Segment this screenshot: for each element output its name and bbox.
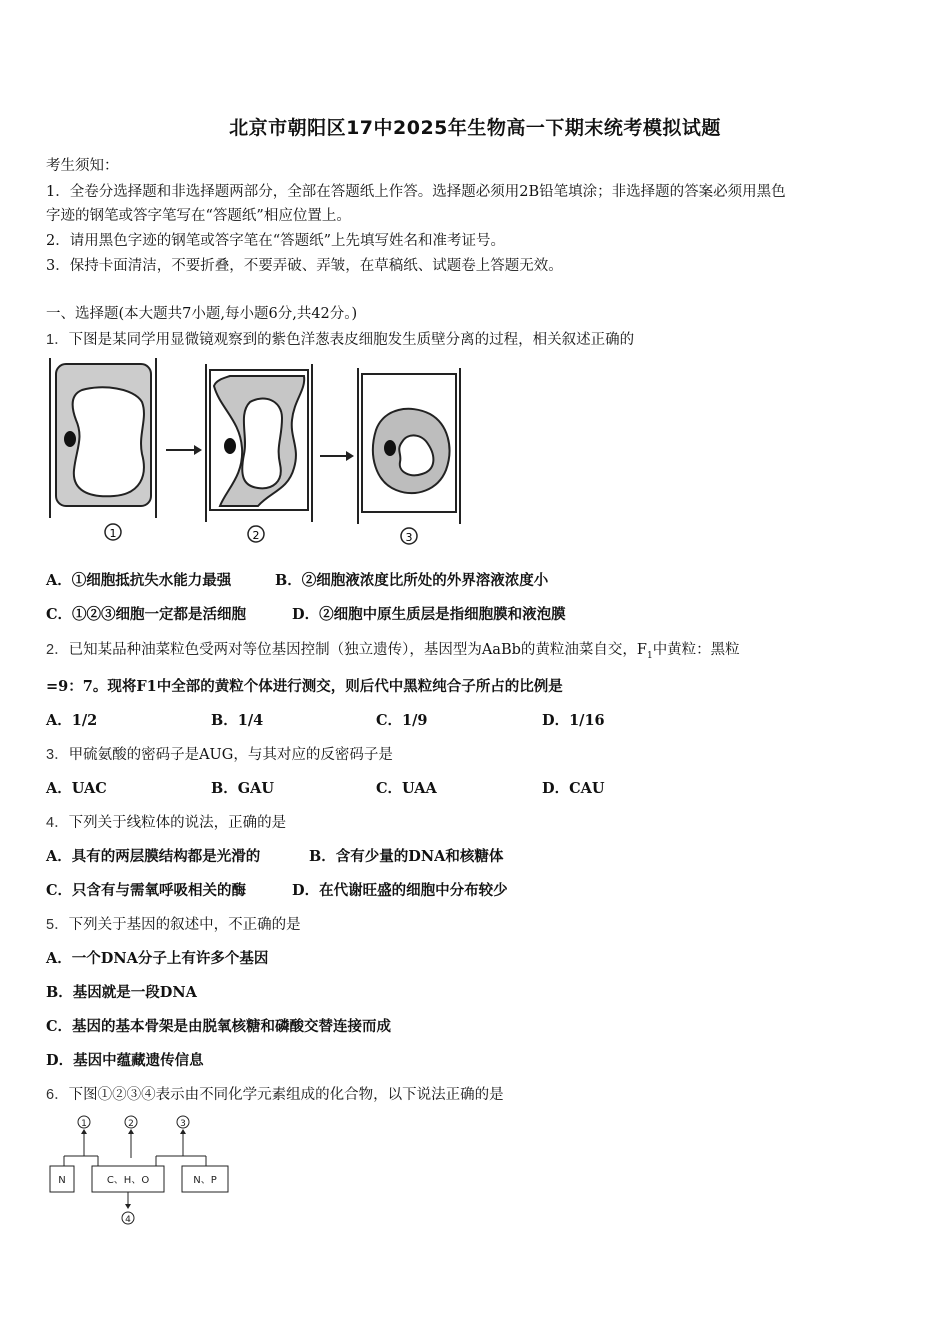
diagram-label-1: 1: [81, 1119, 87, 1129]
figure-labels: [105, 524, 417, 544]
question-3-text: 甲硫氨酸的密码子是AUG，与其对应的反密码子是: [68, 747, 393, 763]
question-4-number: 4．: [46, 815, 69, 831]
notice-item-1-cont: 字迹的钢笔或答字笔写在“答题纸”相应位置上。: [46, 208, 351, 224]
question-5-option-b: B．基因就是一段DNA: [46, 984, 197, 1001]
question-2-text: 已知某品种油菜粒色受两对等位基因控制（独立遗传），基因型为AaBb的黄粒油菜自交，F: [68, 642, 647, 658]
question-2-stem-cont: =9：7。现将F1中全部的黄粒个体进行测交，则后代中黑粒纯合子所占的比例是: [46, 678, 563, 695]
question-5-stem: [46, 913, 301, 934]
arrow-2: [320, 451, 354, 461]
question-1-option-c: C．①②③细胞一定都是活细胞: [46, 606, 247, 623]
question-2-option-b: B．1/4: [211, 712, 264, 729]
notice-item-1: 1．全卷分选择题和非选择题两部分，全部在答题纸上作答。选择题必须用2B铅笔填涂；非选择题的答案必须用黑色: [46, 184, 786, 200]
question-4-option-d: D．在代谢旺盛的细胞中分布较少: [292, 882, 508, 899]
question-3-number: 3．: [46, 747, 69, 763]
question-5-text: 下列关于基因的叙述中，不正确的是: [68, 917, 301, 933]
question-5-option-a: A．一个DNA分子上有许多个基因: [46, 950, 269, 967]
page-title: 北京市朝阳区17中2025年生物高一下期末统考模拟试题: [229, 117, 721, 139]
figure-label-2: 2: [252, 529, 260, 542]
figure-label-3: 3: [405, 531, 413, 544]
diagram-box-np: N、P: [193, 1175, 217, 1186]
question-3-option-d: D．CAU: [542, 780, 605, 797]
question-5-option-c: C．基因的基本骨架是由脱氧核糖和磷酸交替连接而成: [46, 1018, 392, 1035]
question-3-option-a: A．UAC: [46, 780, 107, 797]
question-6-text: 下图①②③④表示由不同化学元素组成的化合物，以下说法正确的是: [68, 1087, 504, 1103]
notice-heading: 考生须知：: [46, 158, 119, 174]
question-2-number: 2．: [46, 642, 69, 658]
question-4-stem: [46, 811, 286, 832]
section-heading: 一、选择题(本大题共7小题,每小题6分,共42分。): [46, 306, 358, 322]
question-6-stem: [46, 1083, 504, 1104]
question-5-number: 5．: [46, 917, 69, 933]
diagram-label-4: 4: [125, 1215, 131, 1225]
question-4-option-c: C．只含有与需氧呼吸相关的酶: [46, 882, 247, 899]
cell-diagram-2: [206, 364, 312, 522]
question-2-subscript: 1: [646, 650, 653, 661]
question-4-text: 下列关于线粒体的说法，正确的是: [68, 815, 287, 831]
question-3-option-b: B．GAU: [211, 780, 275, 797]
question-2-stem: [46, 638, 740, 661]
question-4-option-b: B．含有少量的DNA和核糖体: [309, 848, 504, 865]
question-1-stem: [46, 328, 634, 349]
arrow-1: [166, 445, 202, 455]
cell-diagram-1: [50, 358, 156, 518]
question-2-option-c: C．1/9: [376, 712, 428, 729]
question-2-option-d: D．1/16: [542, 712, 605, 729]
question-1-option-a: A．①细胞抵抗失水能力最强: [46, 572, 232, 589]
question-3-option-c: C．UAA: [376, 780, 437, 797]
question-3-stem: [46, 743, 393, 764]
question-1-option-d: D．②细胞中原生质层是指细胞膜和液泡膜: [292, 606, 566, 623]
plasmolysis-figure: [44, 358, 484, 548]
diagram-box-n: N: [58, 1175, 66, 1186]
question-6-number: 6．: [46, 1087, 69, 1103]
diagram-label-2: 2: [128, 1119, 134, 1129]
figure-label-1: 1: [109, 527, 117, 540]
question-4-option-a: A．具有的两层膜结构都是光滑的: [46, 848, 261, 865]
diagram-label-3: 3: [180, 1119, 186, 1129]
question-1-number: 1．: [46, 332, 69, 348]
question-2-option-a: A．1/2: [46, 712, 98, 729]
notice-item-3: 3．保持卡面清洁，不要折叠，不要弄破、弄皱，在草稿纸、试题卷上答题无效。: [46, 258, 563, 274]
compound-element-diagram: [44, 1110, 244, 1230]
diagram-box-cho: C、H、O: [106, 1175, 150, 1186]
question-2-text-end: 中黄粒：黑粒: [652, 642, 740, 658]
notice-item-2: 2．请用黑色字迹的钢笔或答字笔在“答题纸”上先填写姓名和准考证号。: [46, 233, 506, 249]
cell-diagram-3: [358, 368, 460, 524]
question-5-option-d: D．基因中蕴藏遗传信息: [46, 1052, 204, 1069]
question-1-text: 下图是某同学用显微镜观察到的紫色洋葱表皮细胞发生质壁分离的过程，相关叙述正确的: [68, 332, 635, 348]
question-1-option-b: B．②细胞液浓度比所处的外界溶液浓度小: [275, 572, 549, 589]
